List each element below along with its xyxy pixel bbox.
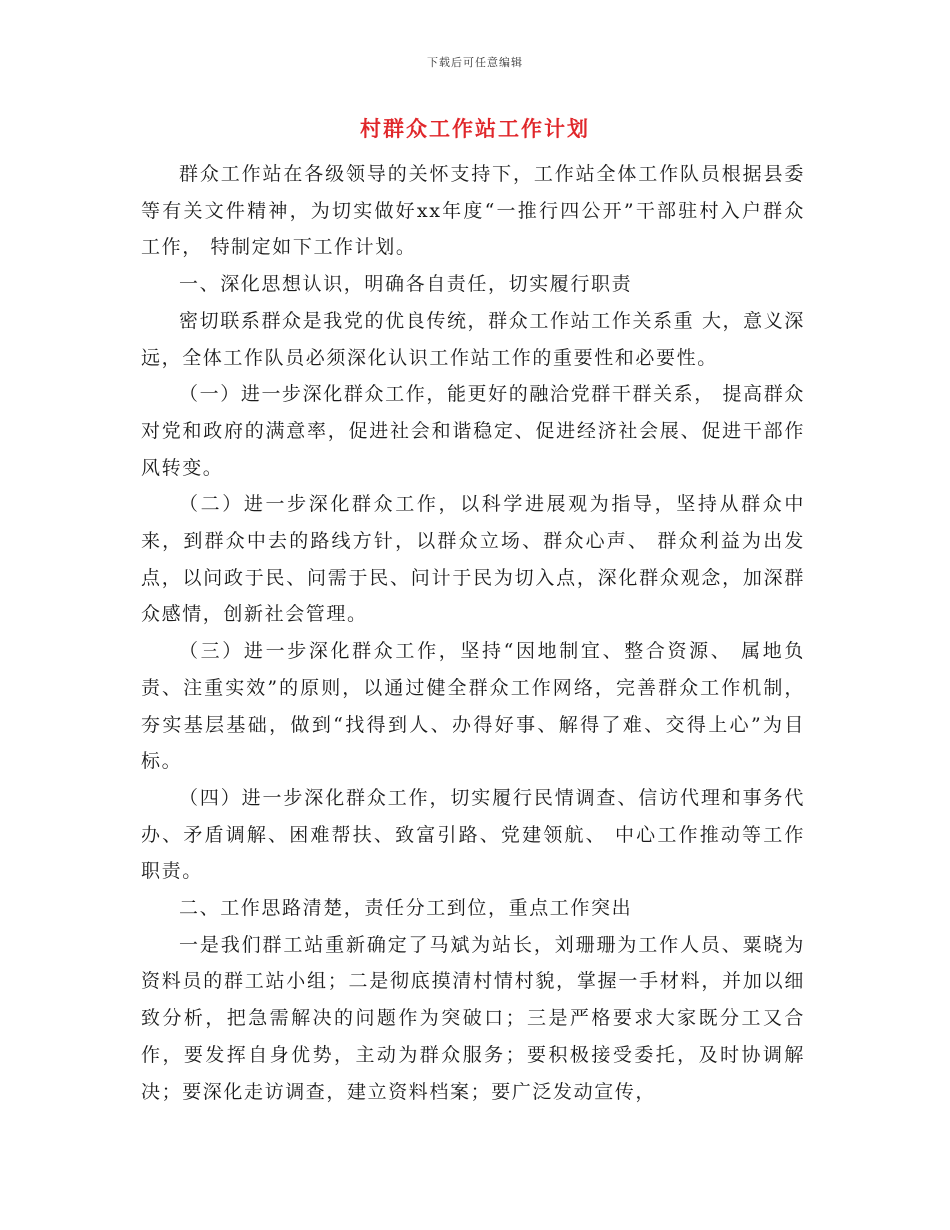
section-heading-1: 一、深化思想认识，明确各自责任，切实履行职责 xyxy=(179,273,633,296)
page-header-note: 下载后可任意编辑 xyxy=(427,56,523,69)
paragraph-section-1-intro: 密切联系群众是我党的优良传统，群众工作站工作关系重 大，意义深远，全体工作队员必须深化认识工作站工作的重要性和必要性。 xyxy=(141,309,805,369)
paragraph-item-3: （三）进一步深化群众工作，坚持“因地制宜、整合资源、 属地负责、注重实效”的原则，以通过健全群众工作网络，完善群众工作机制，夯实基层基础，做到“找得到人、办得好事、解得了难、交得上心”为目标。 xyxy=(141,640,805,773)
paragraph-intro: 群众工作站在各级领导的关怀支持下，工作站全体工作队员根据县委等有关文件精神，为切实做好xx年度“一推行四公开”干部驻村入户群众工作， 特制定如下工作计划。 xyxy=(141,163,805,259)
paragraph-item-2: （二）进一步深化群众工作，以科学进展观为指导，坚持从群众中来，到群众中去的路线方针，以群众立场、群众心声、 群众利益为出发点，以问政于民、问需于民、问计于民为切入点，深化群众观念，加深群众感情，创新社会管理。 xyxy=(141,493,805,626)
paragraph-item-4: （四）进一步深化群众工作，切实履行民情调查、信访代理和事务代办、矛盾调解、困难帮扶、致富引路、党建领航、 中心工作推动等工作职责。 xyxy=(141,786,805,883)
paragraph-item-1: （一）进一步深化群众工作，能更好的融洽党群干群关系， 提高群众对党和政府的满意率，促进社会和谐稳定、促进经济社会展、促进干部作风转变。 xyxy=(141,383,805,479)
document-title: 村群众工作站工作计划 xyxy=(360,116,590,141)
paragraph-section-2-body: 一是我们群工站重新确定了马斌为站长，刘珊珊为工作人员、粟晓为资料员的群工站小组；二是彻底摸清村情村貌，掌握一手材料，并加以细致分析，把急需解决的问题作为突破口；三是严格要求大家既分工又合作，要发挥自身优势，主动为群众服务；要积极接受委托，及时协调解决；要深化走访调查，建立资料档案；要广泛发动宣传， xyxy=(141,933,805,1103)
section-heading-2: 二、工作思路清楚，责任分工到位，重点工作突出 xyxy=(179,897,633,920)
document-body xyxy=(141,156,805,1110)
